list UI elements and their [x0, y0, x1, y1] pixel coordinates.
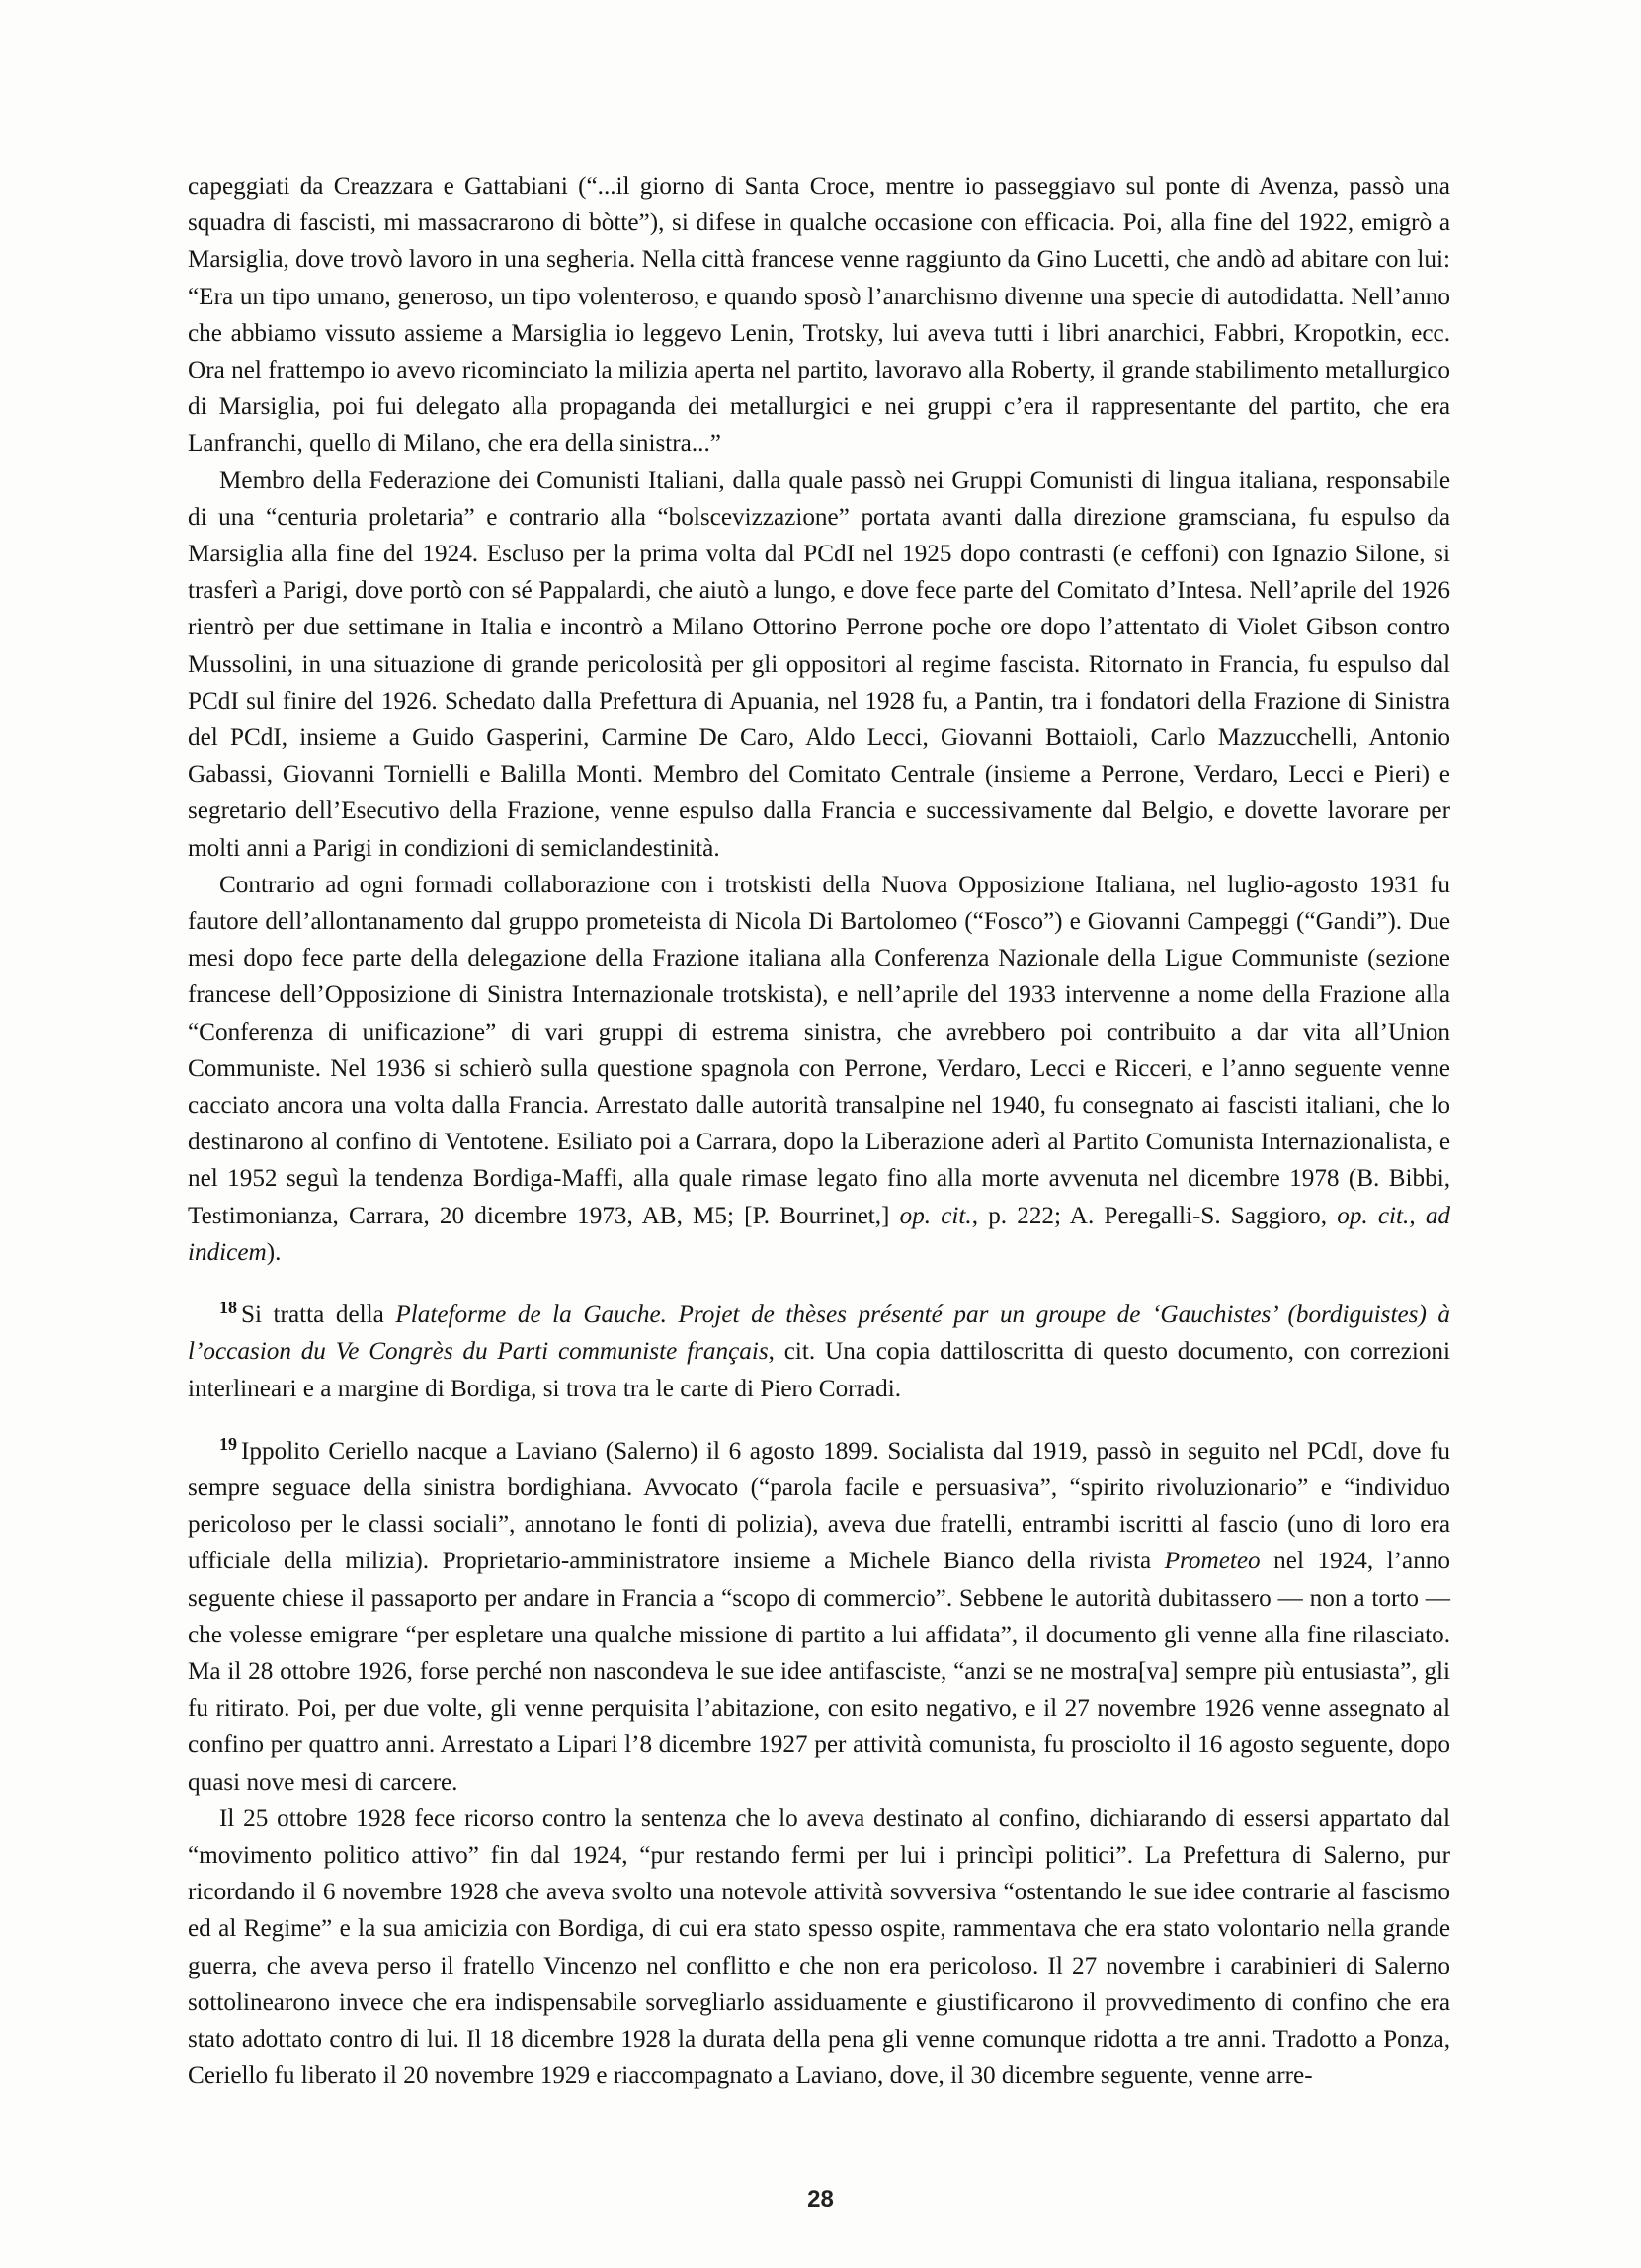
- paragraph-text: Membro della Federazione dei Comunisti Italiani, dalla quale passò nei Gruppi Comunisti di lingua italiana, responsabile di una “centuria proletaria” e contrario alla “bolscevizzazione” portata avanti dalla direzione gramsciana, fu espulso da Marsiglia alla fine del 1924. Escluso per la prima volta dal PCdI nel 1925 dopo contrasti (e ceffoni) con Ignazio Silone, si trasferì a Parigi, dove portò con sé Pappalardi, che aiutò a lungo, e dove fece parte del Comitato d’Intesa. Nell’aprile del 1926 rientrò per due settimane in Italia e incontrò a Milano Ottorino Perrone poche ore dopo l’attentato di Violet Gibson contro Mussolini, in una situazione di grande pericolosità per gli oppositori al regime fascista. Ritornato in Francia, fu espulso dal PCdI sul finire del 1926. Schedato dalla Prefettura di Apuania, nel 1928 fu, a Pantin, tra i fondatori della Frazione di Sinistra del PCdI, insieme a Guido Gasperini, Carmine De Caro, Aldo Lecci, Giovanni Bottaioli, Carlo Mazzucchelli, Antonio Gabassi, Giovanni Tornielli e Balilla Monti. Membro del Comitato Centrale (insieme a Perrone, Verdaro, Lecci e Pieri) e segretario dell’Esecutivo della Frazione, venne espulso dalla Francia e successivamente dal Belgio, e dovette lavorare per molti anni a Parigi in condizioni di semiclandestinità.: [188, 466, 1450, 862]
- italic-citation: op. cit.: [1337, 1202, 1410, 1229]
- body-paragraph: [188, 462, 1450, 867]
- page-body: [188, 168, 1450, 2094]
- footnote-text: Il 25 ottobre 1928 fece ricorso contro la sentenza che lo aveva destinato al confino, dichiarando di essersi appartato dal “movimento politico attivo” fin dal 1924, “pur restando fermi per lui i princìpi politici”. La Prefettura di Salerno, pur ricordando il 6 novembre 1928 che aveva svolto una notevole attività sovversiva “ostentando le sue idee contrarie al fascismo ed al Regime” e la sua amicizia con Bordiga, di cui era stato spesso ospite, rammentava che era stato volontario nella grande guerra, che aveva perso il fratello Vincenzo nel conflitto e che non era pericoloso. Il 27 novembre i carabinieri di Salerno sottolinearono invece che era indispensabile sorvegliarlo assiduamente e giustificarono il provvedimento di confino che era stato adottato contro di lui. Il 18 dicembre 1928 la durata della pena gli venne comunque ridotta a tre anni. Tradotto a Ponza, Ceriello fu liberato il 20 novembre 1929 e riaccompagnato a Laviano, dove, il 30 dicembre seguente, venne arre-: [188, 1805, 1450, 2090]
- footnote-18: [188, 1297, 1450, 1407]
- footnote-text: nel 1924, l’anno seguente chiese il passaporto per andare in Francia a “scopo di commercio”. Sebbene le autorità dubitassero — non a torto — che volesse emigrare “per espletare una qualche missione di partito a lui affidata”, il documento gli venne alla fine rilasciato. Ma il 28 ottobre 1926, forse perché non nascondeva le sue idee antifasciste, “anzi se ne mostra[va] sempre più entusiasta”, gli fu ritirato. Poi, per due volte, gli venne perquisita l’abitazione, con esito negativo, e il 27 novembre 1926 venne assegnato al confino per quattro anni. Arrestato a Lipari l’8 dicembre 1927 per attività comunista, fu prosciolto il 16 agosto seguente, dopo quasi nove mesi di carcere.: [188, 1548, 1450, 1796]
- footnote-text: , cit. Una copia dattiloscritta di questo documento, con correzioni interlineari e a margine di Bordiga, si trova tra le carte di Piero Corradi.: [188, 1338, 1451, 1402]
- italic-citation: ad indicem: [188, 1202, 1450, 1266]
- italic-citation: op. cit.: [899, 1202, 972, 1229]
- paragraph-text: ).: [266, 1238, 282, 1266]
- italic-title: Plateforme de la Gauche. Projet de thèses présenté par un groupe de ‘Gauchistes’ (bordiguistes) à l’occasion du Ve Congrès du Parti communiste français: [188, 1302, 1450, 1366]
- footnote-19-continued: [188, 1801, 1450, 2095]
- footnote-19: [188, 1433, 1450, 1801]
- paragraph-text: , p. 222; A. Peregalli-S. Saggioro,: [971, 1202, 1338, 1229]
- italic-title: Prometeo: [1164, 1548, 1261, 1575]
- footnote-text: Si tratta della: [241, 1302, 396, 1329]
- paragraph-text: ,: [1409, 1202, 1426, 1229]
- footnote-text: Ippolito Ceriello nacque a Laviano (Salerno) il 6 agosto 1899. Socialista dal 1919, passò in seguito nel PCdI, dove fu sempre seguace della sinistra bordighiana. Avvocato (“parola facile e persuasiva”, “spirito rivoluzionario” e “individuo pericoloso per le classi sociali”, annotano le fonti di polizia), aveva due fratelli, entrambi iscritti al fascio (uno di loro era ufficiale della milizia). Proprietario-amministratore insieme a Michele Bianco della rivista: [188, 1437, 1450, 1575]
- page-number: 28: [807, 2186, 834, 2213]
- paragraph-text: capeggiati da Creazzara e Gattabiani (“...il giorno di Santa Croce, mentre io passeggiavo sul ponte di Avenza, passò una squadra di fascisti, mi massacrarono di bòtte”), si difese in qualche occasione con efficacia. Poi, alla fine del 1922, emigrò a Marsiglia, dove trovò lavoro in una segheria. Nella città francese venne raggiunto da Gino Lucetti, che andò ad abitare con lui: “Era un tipo umano, generoso, un tipo volenteroso, e quando sposò l’anarchismo divenne una specie di autodidatta. Nell’anno che abbiamo vissuto assieme a Marsiglia io leggevo Lenin, Trotsky, lui aveva tutti i libri anarchici, Fabbri, Kropotkin, ecc. Ora nel frattempo io avevo ricominciato la milizia aperta nel partito, lavoravo alla Roberty, il grande stabilimento metallurgico di Marsiglia, poi fui delegato alla propaganda dei metallurgici e nei gruppi c’era il rappresentante del partito, che era Lanfranchi, quello di Milano, che era della sinistra...”: [188, 173, 1450, 458]
- footnote-number: 19: [219, 1433, 237, 1454]
- body-paragraph: [188, 168, 1450, 462]
- footnote-number: 18: [219, 1298, 237, 1318]
- paragraph-text: Contrario ad ogni formadi collaborazione con i trotskisti della Nuova Opposizione Italiana, nel luglio-agosto 1931 fu fautore dell’allontanamento dal gruppo prometeista di Nicola Di Bartolomeo (“Fosco”) e Giovanni Campeggi (“Gandi”). Due mesi dopo fece parte della delegazione della Frazione italiana alla Conferenza Nazionale della Ligue Communiste (sezione francese dell’Opposizione di Sinistra Internazionale trotskista), e nell’aprile del 1933 intervenne a nome della Frazione alla “Conferenza di unificazione” di vari gruppi di estrema sinistra, che avrebbero poi contribuito a dar vita all’Union Communiste. Nel 1936 si schierò sulla questione spagnola con Perrone, Verdaro, Lecci e Ricceri, e l’anno seguente venne cacciato ancora una volta dalla Francia. Arrestato dalle autorità transalpine nel 1940, fu consegnato ai fascisti italiani, che lo destinarono al confino di Ventotene. Esiliato poi a Carrara, dopo la Liberazione aderì al Partito Comunista Internazionalista, e nel 1952 seguì la tendenza Bordiga-Maffi, alla quale rimase legato fino alla morte avvenuta nel dicembre 1978 (B. Bibbi, Testimonianza, Carrara, 20 dicembre 1973, AB, M5; [P. Bourrinet,]: [188, 871, 1450, 1229]
- body-paragraph: [188, 867, 1450, 1271]
